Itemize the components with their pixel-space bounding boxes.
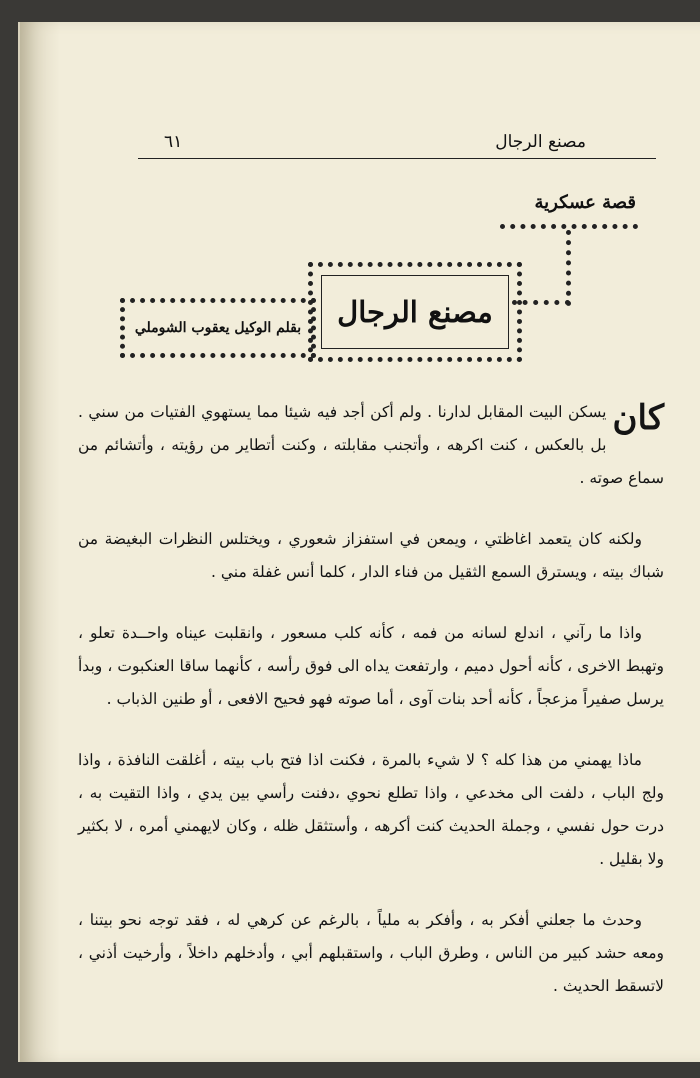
running-header: [138, 128, 656, 159]
author-frame: [120, 298, 316, 358]
dropcap-word: كان: [612, 398, 664, 438]
story-title: مصنع الرجال: [337, 295, 493, 329]
paragraph: كان يسكن البيت المقابل لدارنا . ولم أكن أجد فيه شيئا مما يستهوي الفتيات من سني . بل بالعكس ، كنت اكرهه ، وأتجنب مقابلته ، وكنت أتطاير من رؤيته ، وأتشائم من سماع صوته .: [78, 398, 664, 487]
story-title-frame: [308, 262, 522, 362]
story-body: [78, 396, 664, 1031]
section-label: قصة عسكرية: [534, 192, 636, 213]
page-number: ٦١: [164, 132, 183, 152]
decorative-dotted-rule: [566, 230, 571, 306]
author-byline: بقلم الوكيل يعقوب الشوملي: [134, 320, 302, 336]
header-title: مصنع الرجال: [495, 132, 586, 152]
paragraph: وحدث ما جعلني أفكر به ، وأفكر به ملياً ، بالرغم عن كرهي له ، فقد توجه نحو بيتنا ، ومعه حشد كبير من الناس ، وطرق الباب ، واستقبلهم أبي ، وأدخلهم داخلاً ، وأرخيت أذني ، لاتسقط الحديث .: [78, 911, 664, 995]
paragraph: ماذا يهمني من هذا كله ؟ لا شيء بالمرة ، فكنت اذا فتح باب بيته ، أغلقت النافذة ، واذا ولج الباب ، دلفت الى مخدعي ، واذا تطلع نحوي ،دفنت رأسي بين يدي ، واذا التقيت به ، درت حول نفسي ، وجملة الحديث كنت أكرهه ، وأستثقل ظله ، وكان لايهمني أمره ، لا بكثير ولا بقليل .: [78, 751, 664, 868]
paragraph: واذا ما رآني ، اندلع لسانه من فمه ، كأنه كلب مسعور ، وانقلبت عيناه واحــدة تعلو ، وتهبط الاخرى ، كأنه أحول دميم ، وارتفعت يداه الى فوق رأسه ، كأنهما ساقا العنكبوت ، وبدأ يرسل صفيراً مزعجاً ، كأنه أحد بنات آوى ، أما صوته فهو فحيح الافعى ، أو طنين الذباب .: [78, 624, 664, 708]
decorative-dotted-rule: [500, 224, 638, 229]
paragraph: ولكنه كان يتعمد اغاظتي ، ويمعن في استفزاز شعوري ، ويختلس النظرات البغيضة من شباك بيته ، ويسترق السمع الثقيل من فناء الدار ، كلما أنس غفلة مني .: [78, 530, 664, 581]
